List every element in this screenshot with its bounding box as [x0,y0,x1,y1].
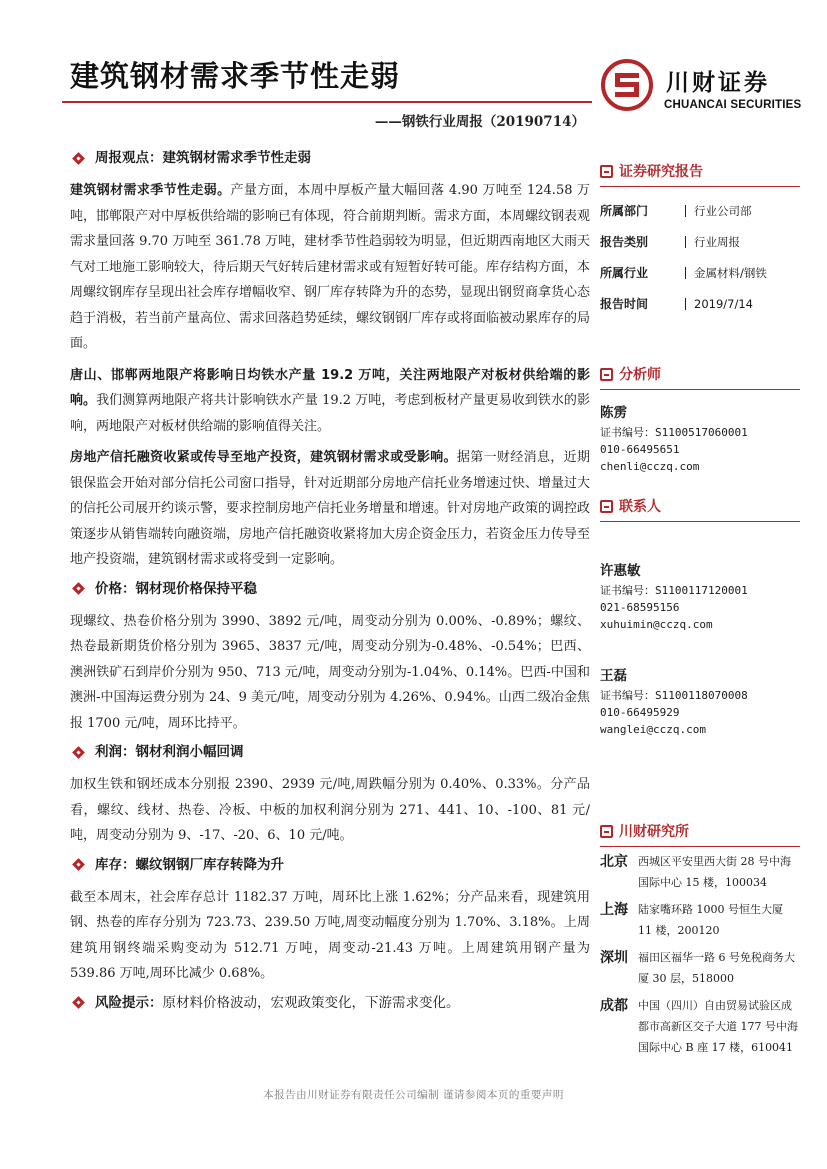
paragraph-price: 现螺纹、热卷价格分别为 3990、3892 元/吨，周变动分别为 0.00%、-0.89%；螺纹、热卷最新期货价格分别为 3965、3837 元/吨，周变动分别为-0.48%、-0.54%；巴西、澳洲铁矿石到岸价分别为 950、713 元/吨，周变动分别为-1.04%、0.14%。巴西-中国和澳洲-中国海运费分别为 24、9 美元/吨，周变动分别为 4.26%、0.94%。山西二级冶金焦报 1700 元/吨，周环比持平。 [70,613,590,731]
contact-name: 王磊 [600,668,627,684]
diamond-bullet-icon [72,746,85,759]
info-row-department: 所属部门 行业公司部 [600,203,752,218]
contact-email[interactable]: wanglei@cczq.com [600,723,706,736]
report-title: 建筑钢材需求季节性走弱 [70,59,401,93]
section-heading-inventory: 库存：螺纹钢钢厂库存转降为升 [70,855,590,875]
sidebar [600,160,800,1064]
analyst-icon [600,368,613,381]
header-divider [62,101,592,103]
paragraph-inventory: 截至本周末，社会库存总计 1182.37 万吨，周环比上涨 1.62%；分产品来看，现建筑用钢、热卷的库存分别为 723.73、239.50 万吨,周变动幅度分别为 1.70%、3.18%。上周建筑用钢终端采购变动为 512.71 万吨，周变动-21.43 万吨。上周建筑用钢产量为 539.86 万吨,周环比减少 0.68%。 [70,889,590,981]
info-row-category: 报告类别 行业周报 [600,234,740,249]
section-heading-profit: 利润：钢材利润小幅回调 [70,742,590,762]
diamond-bullet-icon [72,582,85,595]
section-heading-price: 价格：钢材现价格保持平稳 [70,579,590,599]
contact-name: 许惠敏 [600,563,641,579]
sidebar-heading-report: 证券研究报告 [600,160,800,182]
contact-card [600,665,800,738]
contact-card [600,560,800,633]
office-shenzhen: 深圳 福田区福华一路 6 号免税商务大厦 30 层，518000 [600,950,795,985]
institute-icon [600,825,613,838]
report-subtitle: ——钢铁行业周报（20190714） [374,114,585,130]
sidebar-divider [600,186,800,187]
logo-mark-icon [613,70,641,100]
paragraph-real-estate: 房地产信托融资收紧或传导至地产投资，建筑钢材需求或受影响。据第一财经消息，近期银保监会开始对部分信托公司窗口指导，针对近期部分房地产信托业务增速过快、增量过大的信托公司展开约谈示警，要求控制房地产信托业务增量和增速。针对房地产政策的调控政策逐步从销售端转向融资端，房地产信托融资收紧将加大房企资金压力，若资金压力传导至地产投资端，建筑钢材需求或将受到一定影响。 [70,450,591,567]
report-icon [600,165,613,178]
office-beijing: 北京 西城区平安里西大街 28 号中海国际中心 15 楼，100034 [600,854,791,889]
main-content [70,148,590,1023]
contact-phone: 010-66495929 [600,706,680,719]
sidebar-heading-contacts: 联系人 [600,495,800,517]
footer-disclaimer: 本报告由川财证券有限责任公司编制 谨请参阅本页的重要声明 [263,1089,564,1101]
analyst-cert: 证书编号：S1100517060001 [600,426,748,439]
info-row-date: 报告时间 2019/7/14 [600,296,753,311]
diamond-bullet-icon [72,996,85,1009]
sidebar-heading-analyst: 分析师 [600,363,800,385]
office-shanghai: 上海 陆家嘴环路 1000 号恒生大厦 11 楼，200120 [600,902,783,937]
sidebar-divider [600,389,800,390]
report-info-list [600,195,800,319]
analyst-name: 陈雳 [600,405,627,421]
analyst-phone: 010-66495651 [600,443,680,456]
analyst-email[interactable]: chenli@cczq.com [600,460,700,473]
sidebar-divider [600,846,800,847]
contact-cert: 证书编号：S1100117120001 [600,584,748,597]
brand-name-en: CHUANCAI SECURITIES [664,99,802,111]
diamond-bullet-icon [72,858,85,871]
section-heading-risk: 风险提示： 原材料价格波动，宏观政策变化，下游需求变化。 [70,993,590,1013]
brand-name-cn: 川财证券 [666,70,770,96]
sidebar-heading-institute: 川财研究所 [600,820,800,842]
contact-cert: 证书编号：S1100118070008 [600,689,748,702]
contact-phone: 021-68595156 [600,601,680,614]
paragraph-demand: 建筑钢材需求季节性走弱。产量方面，本周中厚板产量大幅回落 4.90 万吨至 124.58 万吨，邯郸限产对中厚板供给端的影响已有体现，符合前期判断。需求方面，本周螺纹钢表观需求量回落 9.70 万吨至 361.78 万吨，建材季节性趋弱较为明显，但近期西南地区大雨天气对工地施工影响较大，待后期天气好转后建材需求或有短暂好转可能。库存结构方面，本周螺纹钢库存呈现出社会库存增幅收窄、钢厂库存转降为升的态势，显现出钢贸商拿货心态趋于消极，若当前产量高位、需求回落趋势延续，螺纹钢钢厂库存或将面临被动累库存的局面。 [70,183,591,351]
paragraph-production-limit: 唐山、邯郸两地限产将影响日均铁水产量 19.2 万吨，关注两地限产对板材供给端的影响。我们测算两地限产将共计影响铁水产量 19.2 万吨，考虑到板材产量更易收到铁水的影响，两地限产对板材供给端的影响值得关注。 [70,367,590,434]
company-logo [601,59,653,111]
office-list [600,851,800,1058]
analyst-card [600,402,800,475]
contact-email[interactable]: xuhuimin@cczq.com [600,618,713,631]
section-heading-weekly-view: 周报观点：建筑钢材需求季节性走弱 [70,148,590,168]
info-row-industry: 所属行业 金属材料/钢铁 [600,265,767,280]
contact-icon [600,500,613,513]
office-chengdu: 成都 中国（四川）自由贸易试验区成都市高新区交子大道 177 号中海国际中心 B 座 17 楼，610041 [600,998,798,1054]
paragraph-profit: 加权生铁和钢坯成本分别报 2390、2939 元/吨,周跌幅分别为 0.40%、0.33%。分产品看，螺纹、线材、热卷、冷板、中板的加权利润分别为 271、441、10、-100、81 元/吨，周变动分别为 9、-17、-20、6、10 元/吨。 [70,777,590,843]
sidebar-divider [600,521,800,522]
diamond-bullet-icon [72,152,85,165]
